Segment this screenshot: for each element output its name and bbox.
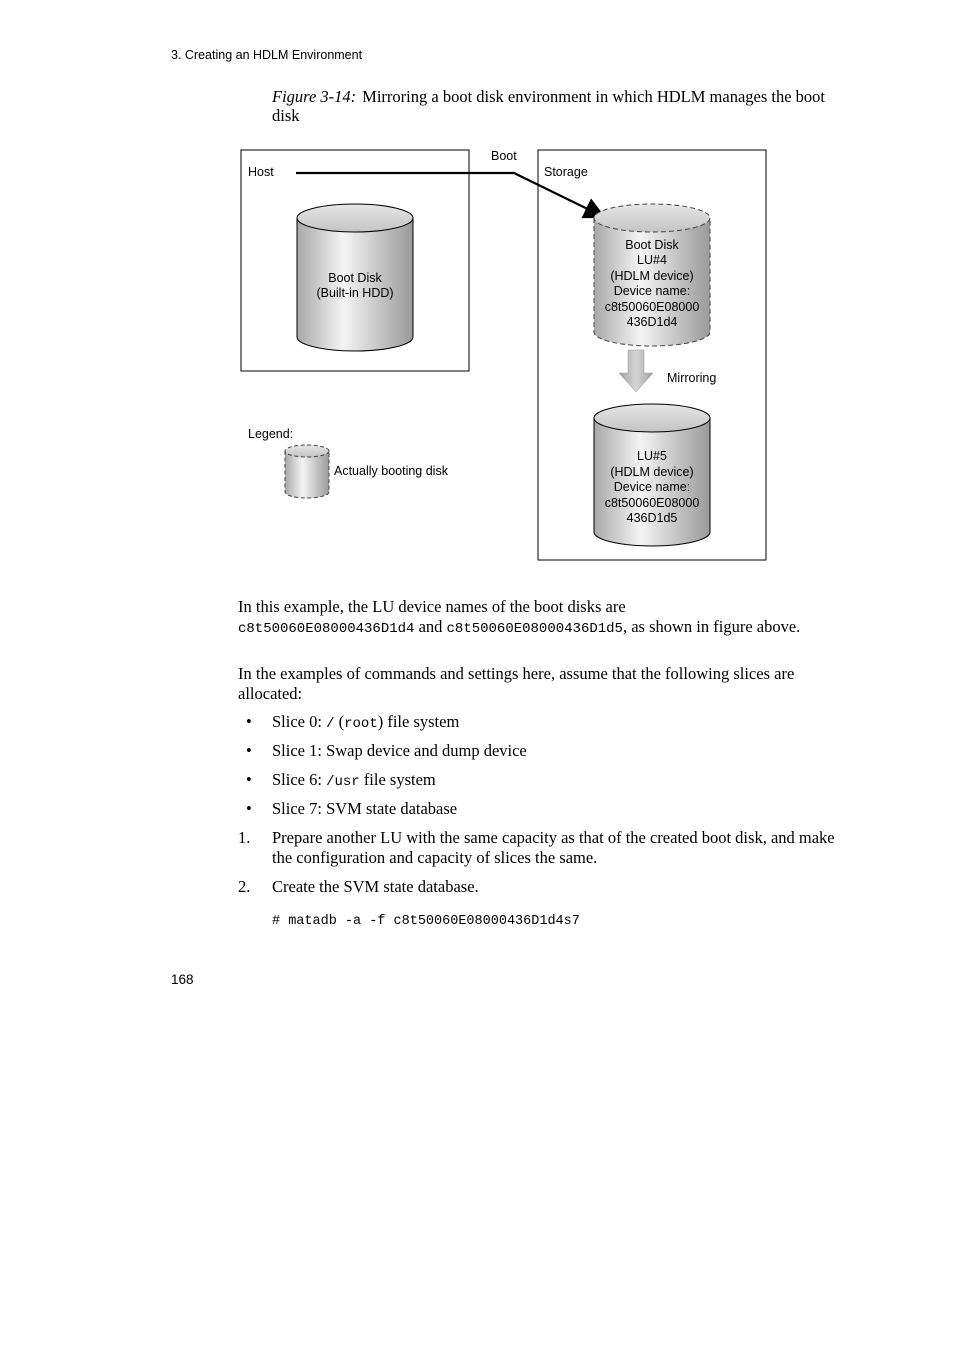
page-number: 168 <box>171 972 194 987</box>
list-item: • Slice 1: Swap device and dump device <box>246 741 527 760</box>
mirror-lu-line-4: c8t50060E08000 <box>604 496 700 510</box>
paragraph-device-names <box>238 597 838 639</box>
host-disk-line-2: (Built-in HDD) <box>316 286 394 300</box>
step-text: Create the SVM state database. <box>272 877 479 896</box>
device-name-2: c8t50060E08000436D1d5 <box>446 620 623 637</box>
legend-item-label: Actually booting disk <box>334 464 448 478</box>
boot-lu-line-5: c8t50060E08000 <box>604 300 700 314</box>
boot-lu-line-2: LU#4 <box>637 253 667 267</box>
list-item: • Slice 0: / (root) file system <box>246 712 460 732</box>
boot-label: Boot <box>491 149 517 163</box>
mirror-lu-disk <box>594 404 710 546</box>
slice-0-code-root-path: / <box>326 716 335 732</box>
figure-caption-text: Mirroring a boot disk environment in which HDLM manages the boot disk <box>272 87 826 125</box>
paragraph-slices-intro: In the examples of commands and settings here, assume that the following slices are allocated: <box>238 664 795 703</box>
mirror-lu-line-5: 436D1d5 <box>626 511 678 525</box>
figure-number: Figure 3-14: <box>272 87 357 106</box>
running-head: 3. Creating an HDLM Environment <box>171 48 363 62</box>
slice-7-text: Slice 7: SVM state database <box>272 799 458 818</box>
boot-lu-line-4: Device name: <box>613 284 691 298</box>
step-number: 1. <box>238 828 251 847</box>
slice-6-code-usr: /usr <box>326 774 360 790</box>
boot-lu-disk <box>594 204 710 346</box>
list-item: • Slice 6: /usr file system <box>246 770 436 790</box>
procedure-steps <box>238 828 838 907</box>
host-boot-disk <box>297 204 413 351</box>
slice-0-paren: ( <box>334 712 345 731</box>
slice-6-suffix: file system <box>359 770 436 789</box>
figure-caption <box>272 87 842 125</box>
list-item <box>238 877 838 897</box>
mirror-lu-line-3: Device name: <box>613 480 691 494</box>
legend-dashed-disk <box>285 445 329 498</box>
slice-0-text: Slice 0: <box>272 712 327 731</box>
host-disk-line-1: Boot Disk <box>328 271 382 285</box>
figure-diagram <box>236 142 776 582</box>
para1-text-after: , as shown in figure above. <box>622 616 801 636</box>
legend-label: Legend: <box>248 427 294 441</box>
para1-text-before: In this example, the LU device names of the boot disks are <box>238 597 626 616</box>
device-name-1: c8t50060E08000436D1d4 <box>238 620 415 637</box>
list-item: • Slice 7: SVM state database <box>246 799 458 818</box>
mirror-lu-line-2: (HDLM device) <box>610 465 694 479</box>
slice-0-code-root: root <box>344 716 378 732</box>
slice-1-text: Slice 1: Swap device and dump device <box>272 741 527 760</box>
boot-lu-line-3: (HDLM device) <box>610 269 694 283</box>
slice-list <box>246 712 826 828</box>
boot-lu-line-1: Boot Disk <box>625 238 679 252</box>
command-example: # matadb -a -f c8t50060E08000436D1d4s7 <box>272 914 580 929</box>
slice-6-text: Slice 6: <box>272 770 327 789</box>
host-label: Host <box>248 165 274 179</box>
mirror-lu-line-1: LU#5 <box>637 449 667 463</box>
step-text: Prepare another LU with the same capacity as that of the created boot disk, and make the configuration and capacity of slices the same. <box>272 828 835 867</box>
mirroring-label: Mirroring <box>667 371 717 385</box>
storage-label: Storage <box>544 165 588 179</box>
step-number: 2. <box>238 877 251 896</box>
list-item <box>238 828 838 867</box>
para1-and: and <box>414 616 447 636</box>
boot-lu-line-6: 436D1d4 <box>626 315 678 329</box>
slice-0-suffix: ) file system <box>377 712 460 731</box>
